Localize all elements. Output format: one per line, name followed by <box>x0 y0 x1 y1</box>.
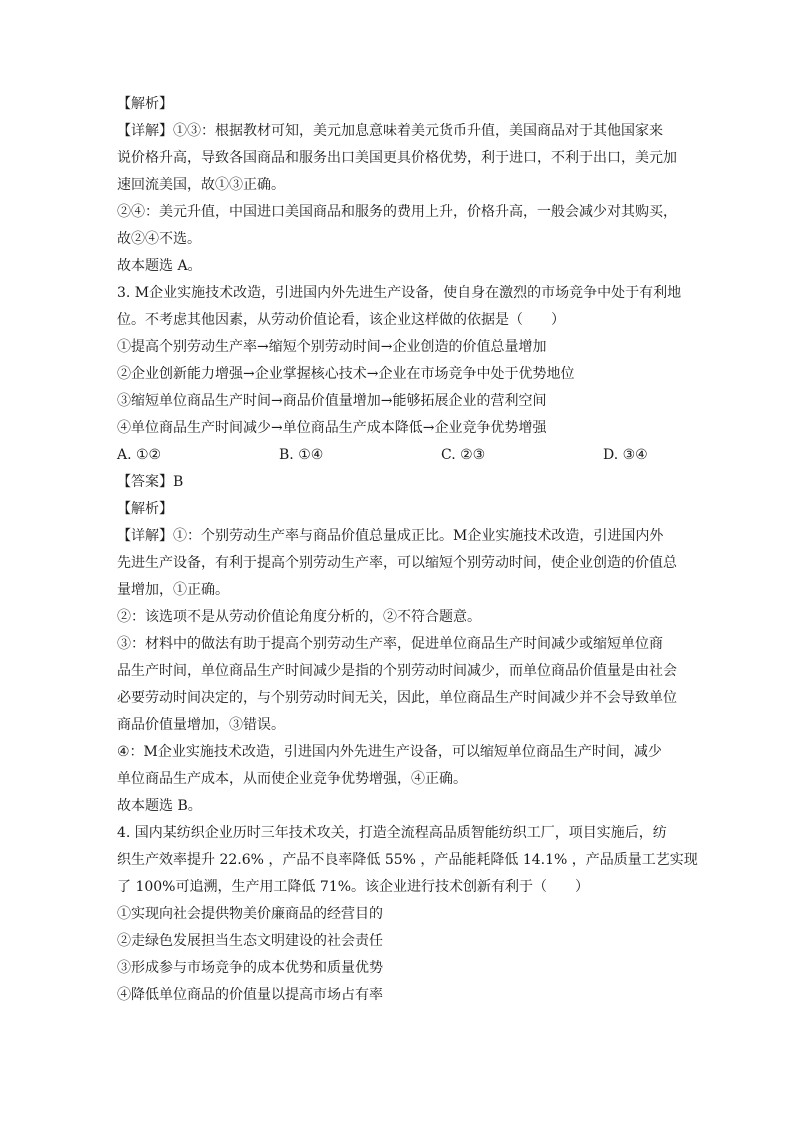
q3-detail-line: ②：该选项不是从劳动价值论角度分析的，②不符合题意。 <box>117 609 481 625</box>
q2-detail-line: 故②④不选。 <box>117 231 201 247</box>
q4-stem-line: 4. 国内某纺织企业历时三年技术攻关，打造全流程高品质智能纺织工厂，项目实施后，纺 <box>117 825 667 841</box>
q3-detail-line: 先进生产设备，有利于提高个别劳动生产率，可以缩短个别劳动时间，使企业创造的价值总 <box>117 555 677 571</box>
q3-option-1: ①提高个别劳动生产率→缩短个别劳动时间→企业创造的价值总量增加 <box>117 339 547 355</box>
q2-conclusion: 故本题选 A。 <box>117 258 202 274</box>
q3-option-4: ④单位商品生产时间减少→单位商品生产成本降低→企业竞争优势增强 <box>117 420 547 436</box>
q3-detail-line: 必要劳动时间决定的，与个别劳动时间无关，因此，单位商品生产时间减少并不会导致单位 <box>117 690 677 706</box>
q3-option-3: ③缩短单位商品生产时间→商品价值量增加→能够拓展企业的营利空间 <box>117 393 547 409</box>
q2-analysis-tag: 【解析】 <box>117 96 173 112</box>
q3-choice-c: C. ②③ <box>441 447 486 463</box>
document-page <box>117 91 698 1009</box>
q3-detail-line: ③：材料中的做法有助于提高个别劳动生产率，促进单位商品生产时间减少或缩短单位商 <box>117 636 663 652</box>
q3-conclusion: 故本题选 B。 <box>117 798 202 814</box>
q3-detail-line: ④：M企业实施技术改造，引进国内外先进生产设备，可以缩短单位商品生产时间，减少 <box>117 744 662 760</box>
q3-choice-b: B. ①④ <box>279 447 324 463</box>
q2-detail-line: 速回流美国，故①③正确。 <box>117 177 285 193</box>
q3-detail-line: 品生产时间，单位商品生产时间减少是指的个别劳动时间减少，而单位商品价值量是由社会 <box>117 663 677 679</box>
q4-stem-line: 织生产效率提升 22.6% ，产品不良率降低 55% ，产品能耗降低 14.1% ，产品质量工艺实现 <box>117 852 698 868</box>
q3-stem-line: 3. M企业实施技术改造，引进国内外先进生产设备，使自身在激烈的市场竞争中处于有利地 <box>117 285 682 301</box>
q4-option-3: ③形成参与市场竞争的成本优势和质量优势 <box>117 960 383 976</box>
q3-detail-line: 量增加，①正确。 <box>117 582 229 598</box>
q3-analysis-tag: 【解析】 <box>117 501 173 517</box>
q3-detail-line: 单位商品生产成本，从而使企业竞争优势增强，④正确。 <box>117 771 467 787</box>
q4-option-2: ②走绿色发展担当生态文明建设的社会责任 <box>117 933 383 949</box>
q2-detail-line: 【详解】①③：根据教材可知，美元加息意味着美元货币升值，美国商品对于其他国家来 <box>117 123 663 139</box>
q3-choice-a: A. ①② <box>117 447 162 463</box>
q3-answer: 【答案】B <box>117 474 184 490</box>
q3-detail-line: 【详解】①：个别劳动生产率与商品价值总量成正比。M企业实施技术改造，引进国内外 <box>117 528 664 544</box>
q3-option-2: ②企业创新能力增强→企业掌握核心技术→企业在市场竞争中处于优势地位 <box>117 366 575 382</box>
q2-detail-line: ②④：美元升值，中国进口美国商品和服务的费用上升，价格升高，一般会减少对其购买， <box>117 204 677 220</box>
q4-option-1: ①实现向社会提供物美价廉商品的经营目的 <box>117 906 383 922</box>
q4-stem-line: 了 100%可追溯，生产用工降低 71%。该企业进行技术创新有利于（ ） <box>117 879 590 895</box>
q4-option-4: ④降低单位商品的价值量以提高市场占有率 <box>117 987 383 1003</box>
q3-stem-line: 位。不考虑其他因素，从劳动价值论看，该企业这样做的依据是（ ） <box>117 312 565 328</box>
q3-choices <box>117 442 687 469</box>
q3-choice-d: D. ③④ <box>603 447 648 463</box>
q2-detail-line: 说价格升高，导致各国商品和服务出口美国更具价格优势，利于进口，不利于出口，美元加 <box>117 150 677 166</box>
q3-detail-line: 商品价值量增加，③错误。 <box>117 717 285 733</box>
